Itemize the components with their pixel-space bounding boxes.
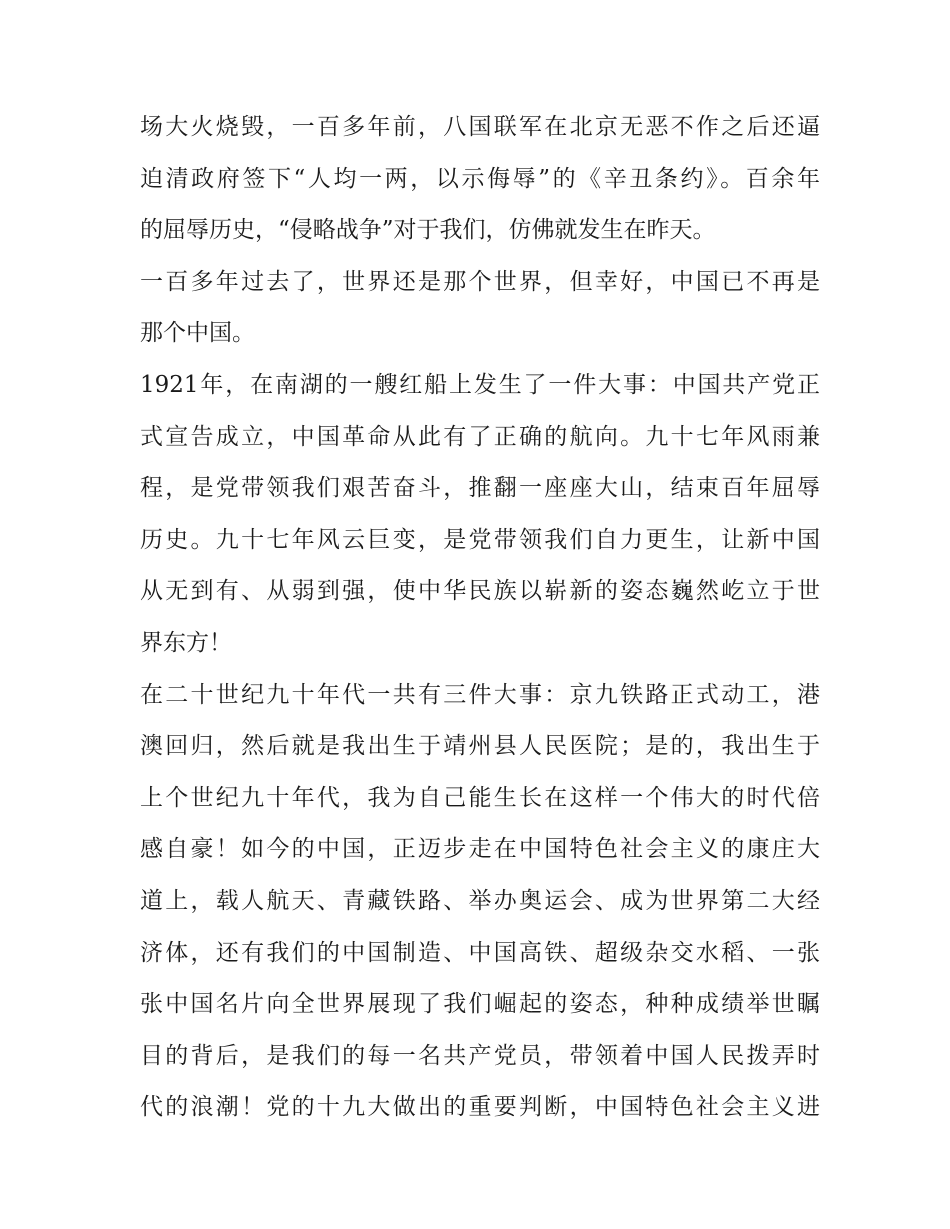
- text-line: 场大火烧毁，一百多年前，八国联军在北京无恶不作之后还逼: [140, 114, 820, 140]
- text-line: 澳回归，然后就是我出生于靖州县人民医院；是的，我出生于: [140, 733, 820, 760]
- text-line: 代的浪潮！党的十九大做出的重要判断，中国特色社会主义进: [140, 1094, 820, 1121]
- text-line: 从无到有、从弱到强，使中华民族以崭新的姿态巍然屹立于世: [140, 578, 820, 605]
- text-line: 道上，载人航天、青藏铁路、举办奥运会、成为世界第二大经: [140, 887, 820, 914]
- text-line: 济体，还有我们的中国制造、中国高铁、超级杂交水稻、一张: [140, 939, 820, 966]
- text-line: 1921年，在南湖的一艘红船上发生了一件大事：中国共产党正: [140, 371, 820, 398]
- text-line: 迫清政府签下“人均一两，以示侮辱”的《辛丑条约》。百余年: [140, 165, 820, 192]
- text-line: 历史。九十七年风云巨变，是党带领我们自力更生，让新中国: [140, 526, 820, 553]
- text-line: 上个世纪九十年代，我为自己能生长在这样一个伟大的时代倍: [140, 784, 820, 811]
- text-line: 那个中国。: [140, 320, 255, 347]
- text-line: 式宣告成立，中国革命从此有了正确的航向。九十七年风雨兼: [140, 423, 820, 450]
- text-line: 张中国名片向全世界展现了我们崛起的姿态，种种成绩举世瞩: [140, 991, 820, 1018]
- body-text: [140, 102, 820, 1134]
- text-line: 界东方！: [140, 629, 232, 656]
- text-line: 的屈辱历史，“侵略战争”对于我们，仿佛就发生在昨天。: [140, 217, 716, 244]
- text-line: 目的背后，是我们的每一名共产党员，带领着中国人民拨弄时: [140, 1042, 820, 1069]
- text-line: 感自豪！如今的中国，正迈步走在中国特色社会主义的康庄大: [140, 836, 820, 863]
- text-line: 在二十世纪九十年代一共有三件大事：京九铁路正式动工，港: [140, 681, 820, 708]
- text-line: 程，是党带领我们艰苦奋斗，推翻一座座大山，结束百年屈辱: [140, 475, 820, 502]
- text-line: 一百多年过去了，世界还是那个世界，但幸好，中国已不再是: [140, 268, 820, 295]
